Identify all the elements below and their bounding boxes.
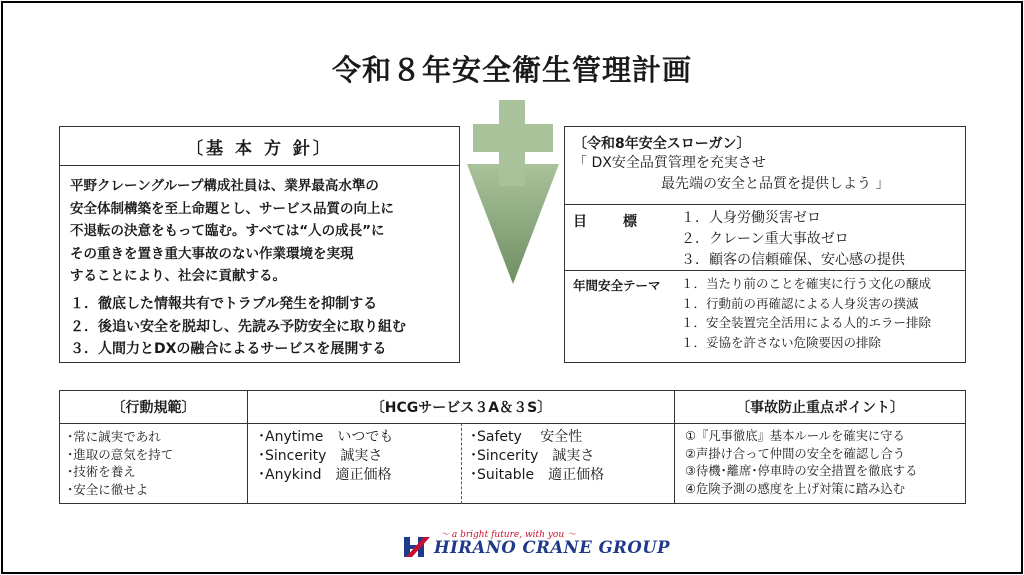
- policy-line: 不退転の決意をもって臨む。すべては“人の成長”に: [70, 223, 385, 239]
- policy-item: ３．人間力とDXの融合によるサービスを展開する: [70, 341, 387, 357]
- themes-label: 年間安全テーマ: [573, 278, 661, 293]
- hcg-a-item: ･Sincerity 誠実さ: [258, 448, 383, 464]
- conduct-list: [67, 428, 173, 498]
- goal-item: ３．顧客の信頼確保、安心感の提供: [681, 252, 905, 268]
- goals-list: [681, 208, 905, 271]
- policy-list: [70, 293, 406, 361]
- policy-line: することにより、社会に貢献する。: [70, 268, 286, 284]
- goal-item: ２．クレーン重大事故ゼロ: [681, 231, 849, 247]
- prevention-item: ①『凡事徹底』基本ルールを確実に守る: [685, 429, 905, 443]
- conduct-column: [60, 391, 248, 503]
- policy-item: ２．後追い安全を脱却し、先読み予防安全に取り組む: [70, 318, 406, 335]
- logo-name: HIRANO CRANE GROUP: [434, 538, 671, 557]
- prevention-column: [675, 391, 965, 503]
- prevention-heading: 〔事故防止重点ポイント〕: [675, 391, 965, 424]
- theme-item: １．当たり前のことを確実に行う文化の醸成: [681, 276, 932, 291]
- prevention-item: ②声掛け合って仲間の安全を確認し合う: [685, 446, 906, 461]
- policy-line: 平野クレーングループ構成社員は、業界最高水準の: [70, 178, 379, 194]
- hcg-s-item: ･Safety 安全性: [470, 429, 583, 445]
- goal-item: １．人身労働災害ゼロ: [681, 210, 821, 226]
- policy-box: [59, 126, 460, 363]
- themes-list: [681, 274, 931, 352]
- hcg-divider: [461, 423, 462, 504]
- hcg-a-item: ･Anytime いつでも: [258, 429, 394, 445]
- page-title: 令和８年安全衛生管理計画: [331, 53, 692, 87]
- hcg-column: [248, 391, 675, 503]
- flow-arrow-icon: [463, 98, 563, 288]
- goals-section: [565, 205, 965, 271]
- bottom-table: [59, 390, 966, 504]
- prevention-item: ④危険予測の感度を上げ対策に踏み込む: [685, 481, 906, 496]
- prevention-item: ③待機･離席･停車時の安全措置を徹底する: [685, 464, 918, 478]
- policy-heading: 〔基 本 方 針〕: [60, 127, 459, 166]
- themes-section: [565, 271, 965, 363]
- hcg-a-item: ･Anykind 適正価格: [258, 467, 392, 483]
- hcg-s-item: ･Suitable 適正価格: [470, 467, 605, 483]
- theme-item: １．安全装置完全活用による人的エラー排除: [681, 315, 932, 330]
- prevention-list: [685, 428, 917, 498]
- conduct-heading: 〔行動規範〕: [60, 391, 247, 424]
- hcg-s-item: ･Sincerity 誠実さ: [470, 448, 595, 464]
- slogan-line-1: 「 DX安全品質管理を充実させ: [573, 155, 766, 171]
- conduct-item: ･安全に徹せよ: [67, 481, 149, 497]
- hcg-logo-icon: [404, 535, 430, 559]
- hcg-heading: 〔HCGサービス３A＆３S〕: [248, 391, 674, 424]
- slogan-line-2: 最先端の安全と品質を提供しよう 」: [661, 176, 890, 192]
- policy-body: [70, 175, 453, 288]
- company-logo: [404, 527, 671, 561]
- conduct-item: ･進取の意気を持て: [67, 446, 174, 462]
- slogan-heading: 〔令和8年安全スローガン〕: [573, 136, 751, 152]
- hcg-s-list: [470, 428, 604, 485]
- slogan-box: [564, 126, 966, 363]
- policy-line: 安全体制構築を至上命題とし、サービス品質の向上に: [70, 200, 394, 217]
- goals-label: 目標: [573, 214, 673, 230]
- theme-item: １．妥協を許さない危険要因の排除: [681, 334, 882, 350]
- policy-item: １．徹底した情報共有でトラブル発生を抑制する: [70, 296, 378, 312]
- theme-item: １．行動前の再確認による人身災害の撲滅: [681, 295, 919, 311]
- conduct-item: ･技術を養え: [67, 464, 136, 479]
- conduct-item: ･常に誠実であれ: [67, 429, 161, 444]
- hcg-a-list: [258, 428, 393, 485]
- slogan-section: [565, 127, 965, 205]
- policy-line: その重きを置き重大事故のない作業環境を実現: [70, 245, 354, 262]
- logo-tagline: ～ a bright future, with you ～: [440, 530, 576, 540]
